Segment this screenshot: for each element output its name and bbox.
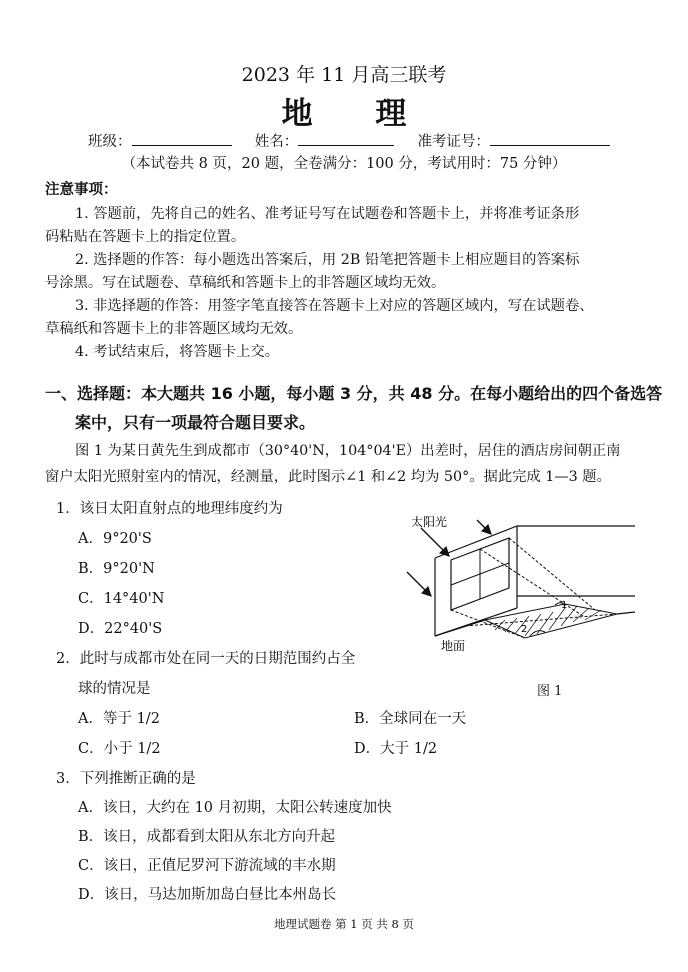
q3-option-d[interactable]: D．该日，马达加斯加岛白昼比本州岛长 [78,887,337,903]
note-line: 4. 考试结束后，将答题卡上交。 [75,344,280,360]
sun-ray-arrow [477,520,491,534]
question-2-stem-cont: 球的情况是 [78,681,151,697]
note-line: 草稿纸和答题卡上的非答题区域均无效。 [45,321,303,337]
note-line: 1. 答题前，先将自己的姓名、准考证号写在试题卷和答题卡上，并将准考证条形 [75,206,580,222]
figure-1-caption: 图 1 [537,684,563,699]
section-heading: 一、选择题：本大题共 16 小题，每小题 3 分，共 48 分。在每小题给出的四个备选答 [45,384,663,403]
question-3-stem: 3．下列推断正确的是 [56,771,196,787]
lit-floor-patch [485,604,617,638]
sun-ray-arrow [421,528,449,556]
candidate-info-row [88,130,610,151]
q1-option-d[interactable]: D．22°40'S [78,621,163,637]
exam-id-label: 准考证号： [417,134,490,150]
q3-option-c[interactable]: C．该日，正值尼罗河下游流域的丰水期 [78,858,336,874]
class-label: 班级： [88,134,132,150]
q2-option-a[interactable]: A．等于 1/2 [78,711,160,727]
sun-ray-arrow [407,572,431,596]
note-line: 号涂黑。写在试题卷、草稿纸和答题卡上的非答题区域均无效。 [45,275,446,291]
q1-option-c[interactable]: C．14°40'N [78,591,165,607]
exam-subtitle: 2023 年 11 月高三联考 [241,64,447,86]
exam-title: 地 理 [281,96,433,132]
page-footer: 地理试题卷 第 1 页 共 8 页 [273,917,415,931]
note-line: 2. 选择题的作答：每小题选出答案后，用 2B 铅笔把答题卡上相应题目的答案标 [75,252,580,268]
q1-option-a[interactable]: A．9°20'S [78,531,152,547]
note-line: 3. 非选择题的作答：用签字笔直接答在答题卡上对应的答题区域内，写在试题卷、 [75,298,594,314]
intro-line: 图 1 为某日黄先生到成都市（30°40'N，104°04'E）出差时，居住的酒店房间朝正南 [75,443,621,459]
angle-2-label: 2 [521,624,528,635]
q2-option-b[interactable]: B．全球同在一天 [354,711,467,727]
notes-heading: 注意事项： [45,182,118,198]
angle-1-label: 1 [561,600,568,611]
ground-label: 地面 [441,639,466,653]
figure-1-window-sunlight [405,508,645,658]
q3-option-b[interactable]: B．该日，成都看到太阳从东北方向升起 [78,829,336,845]
class-blank[interactable] [132,133,232,146]
name-label: 姓名： [254,134,299,150]
name-blank[interactable] [298,133,394,146]
note-line: 码粘贴在答题卡上的指定位置。 [45,229,246,245]
q1-option-b[interactable]: B．9°20'N [78,561,155,577]
intro-line: 窗户太阳光照射室内的情况，经测量，此时图示∠1 和∠2 均为 50°。据此完成 1—3 题。 [45,469,611,485]
question-2-stem: 2．此时与成都市处在同一天的日期范围约占全 [56,651,356,667]
exam-meta: （本试卷共 8 页，20 题，全卷满分：100 分，考试用时：75 分钟） [121,156,567,172]
q3-option-a[interactable]: A．该日，大约在 10 月初期，太阳公转速度加快 [78,800,392,816]
exam-id-blank[interactable] [490,133,610,146]
section-heading-cont: 案中，只有一项最符合题目要求。 [75,413,316,432]
question-1-stem: 1．该日太阳直射点的地理纬度约为 [56,501,283,517]
wall-back-edge [517,526,635,596]
q2-option-d[interactable]: D．大于 1/2 [354,741,438,757]
q2-option-c[interactable]: C．小于 1/2 [78,741,161,757]
sunlight-label: 太阳光 [411,515,448,529]
wall-top-edge [435,526,635,558]
